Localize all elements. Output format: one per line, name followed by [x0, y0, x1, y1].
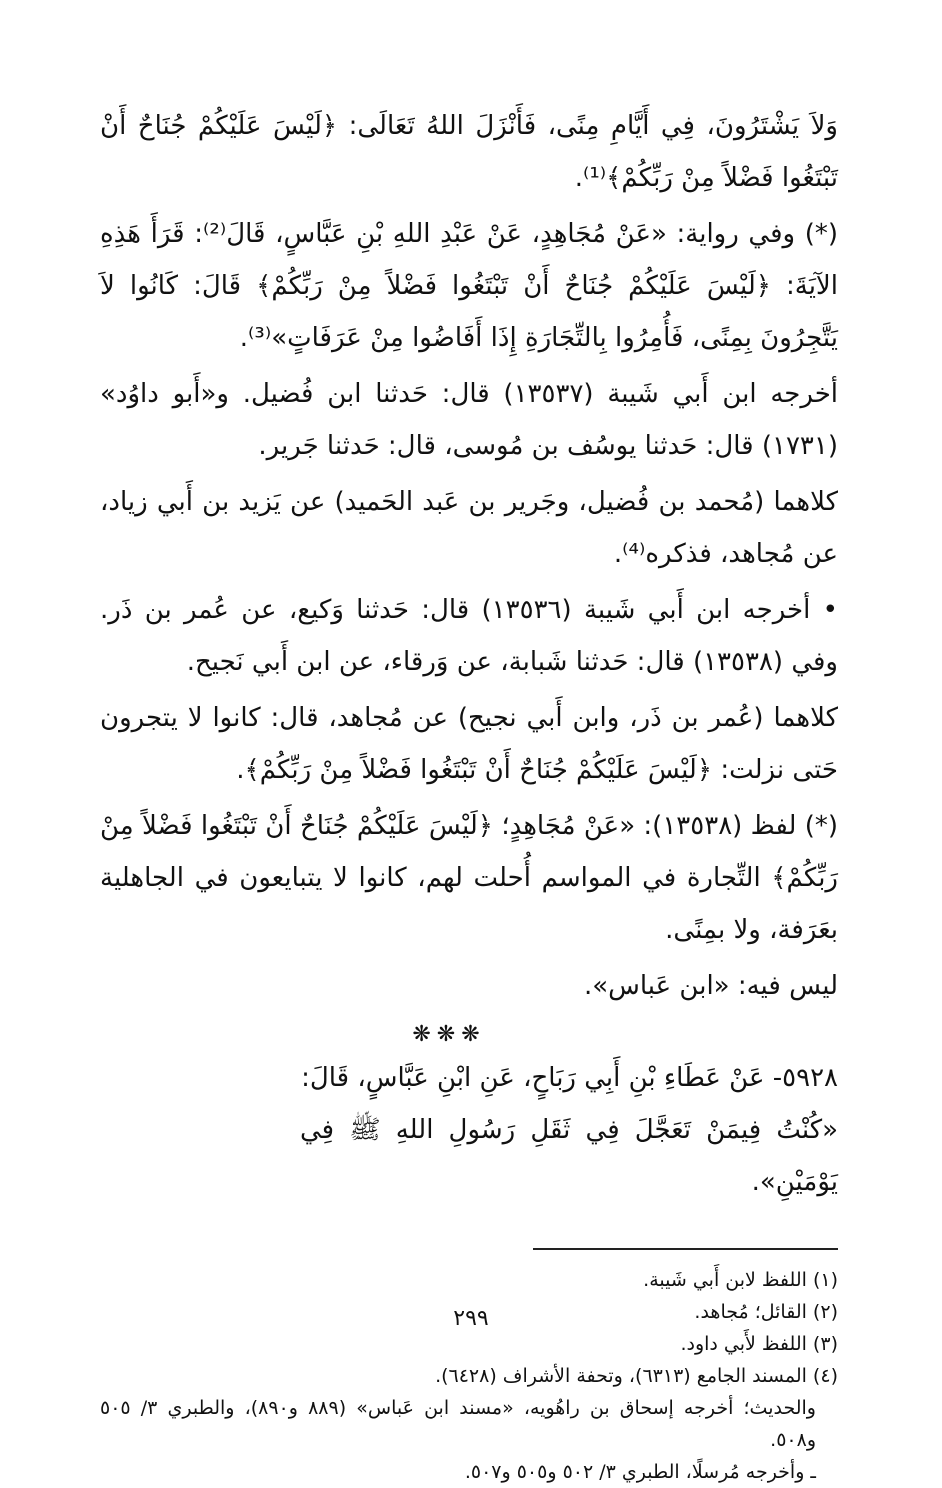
main-text: [100, 100, 838, 1012]
footnote-4-continuation-2: ـ وأخرجه مُرسلًا، الطبري ٣/ ٥٠٢ و٥٠٥ و٥٠٧.: [464, 1461, 816, 1483]
paragraph-4: كلاهما (مُحمد بن فُضيل، وجَرير بن عَبد الحَميد) عن يَزيد بن أَبي زياد، عن مُجاهد، فذكره⁽⁴⁾.: [100, 487, 838, 569]
paragraph-8: ليس فيه: «ابن عَباس».: [583, 971, 838, 1001]
section-divider-stars: ❋❋❋: [412, 1022, 486, 1047]
paragraph-7: (*) لفظ (١٣٥٣٨): «عَنْ مُجَاهِدٍ؛ ﴿لَيْسَ عَلَيْكُمْ جُنَاحٌ أَنْ تَبْتَغُوا فَضْلاً مِنْ رَبِّكُمْ﴾ التِّجارة في المواسم أُحلت لهم، كانوا لا يتبايعون في الجاهلية بعَرَفة، ولا بمِنًى.: [100, 811, 839, 945]
footnotes: [100, 1264, 838, 1488]
hadith-block: [100, 1052, 838, 1208]
hadith-line-1: ٥٩٢٨- عَنْ عَطَاءِ بْنِ أَبِي رَبَاحٍ، عَنِ ابْنِ عَبَّاسٍ، قَالَ:: [301, 1063, 838, 1093]
footnote-2: (٢) القائل؛ مُجاهد.: [694, 1301, 838, 1323]
page-number: ٢٩٩: [453, 1306, 489, 1331]
paragraph-6: كلاهما (عُمر بن ذَر، وابن أَبي نجيح) عن مُجاهد، قال: كانوا لا يتجرون حَتى نزلت: ﴿لَيْسَ عَلَيْكُمْ جُنَاحٌ أَنْ تَبْتَغُوا فَضْلاً مِنْ رَبِّكُمْ﴾.: [100, 703, 838, 785]
hadith-line-2: «كُنْتُ فِيمَنْ تَعَجَّلَ فِي ثَقَلِ رَسُولِ اللهِ ﷺ فِي يَوْمَيْنِ».: [300, 1115, 838, 1197]
footnote-1: (١) اللفظ لابن أَبي شَيبة.: [643, 1269, 838, 1291]
footnote-separator: [533, 1248, 838, 1250]
footnote-4: (٤) المسند الجامع (٦٣١٣)، وتحفة الأشراف (٦٤٢٨).: [435, 1365, 838, 1387]
paragraph-2: (*) وفي رواية: «عَنْ مُجَاهِدٍ، عَنْ عَبْدِ اللهِ بْنِ عَبَّاسٍ، قَالَ⁽²⁾: قَرَأَ هَذِهِ الآيَةَ: ﴿لَيْسَ عَلَيْكُمْ جُنَاحٌ أَنْ تَبْتَغُوا فَضْلاً مِنْ رَبِّكُمْ﴾ قَالَ: كَانُوا لاَ يَتَّجِرُونَ بِمِنًى، فَأُمِرُوا بِالتِّجَارَةِ إِذَا أَفَاضُوا مِنْ عَرَفَاتٍ»⁽³⁾.: [100, 219, 838, 353]
footnote-4-continuation: والحديث؛ أخرجه إسحاق بن راهُويه، «مسند ابن عَباس» (٨٨٩ و٨٩٠)، والطبري ٣/ ٥٠٥ و٥٠٨.: [100, 1397, 816, 1451]
paragraph-3: أخرجه ابن أَبي شَيبة (١٣٥٣٧) قال: حَدثنا ابن فُضيل. و«أَبو داوُد» (١٧٣١) قال: حَدثنا يوسُف بن مُوسى، قال: حَدثنا جَرير.: [100, 379, 839, 461]
paragraph-1: وَلاَ يَشْتَرُونَ، فِي أَيَّامِ مِنًى، فَأَنْزَلَ اللهُ تَعَالَى: ﴿لَيْسَ عَلَيْكُمْ جُنَاحٌ أَنْ تَبْتَغُوا فَضْلاً مِنْ رَبِّكُمْ﴾⁽¹⁾.: [100, 111, 838, 193]
footnote-3: (٣) اللفظ لأَبي داود.: [680, 1333, 838, 1355]
paragraph-5: • أخرجه ابن أَبي شَيبة (١٣٥٣٦) قال: حَدثنا وَكيع، عن عُمر بن ذَر. وفي (١٣٥٣٨) قال: حَدثنا شَبابة، عن وَرقاء، عن ابن أَبي نَجيح.: [100, 595, 838, 677]
